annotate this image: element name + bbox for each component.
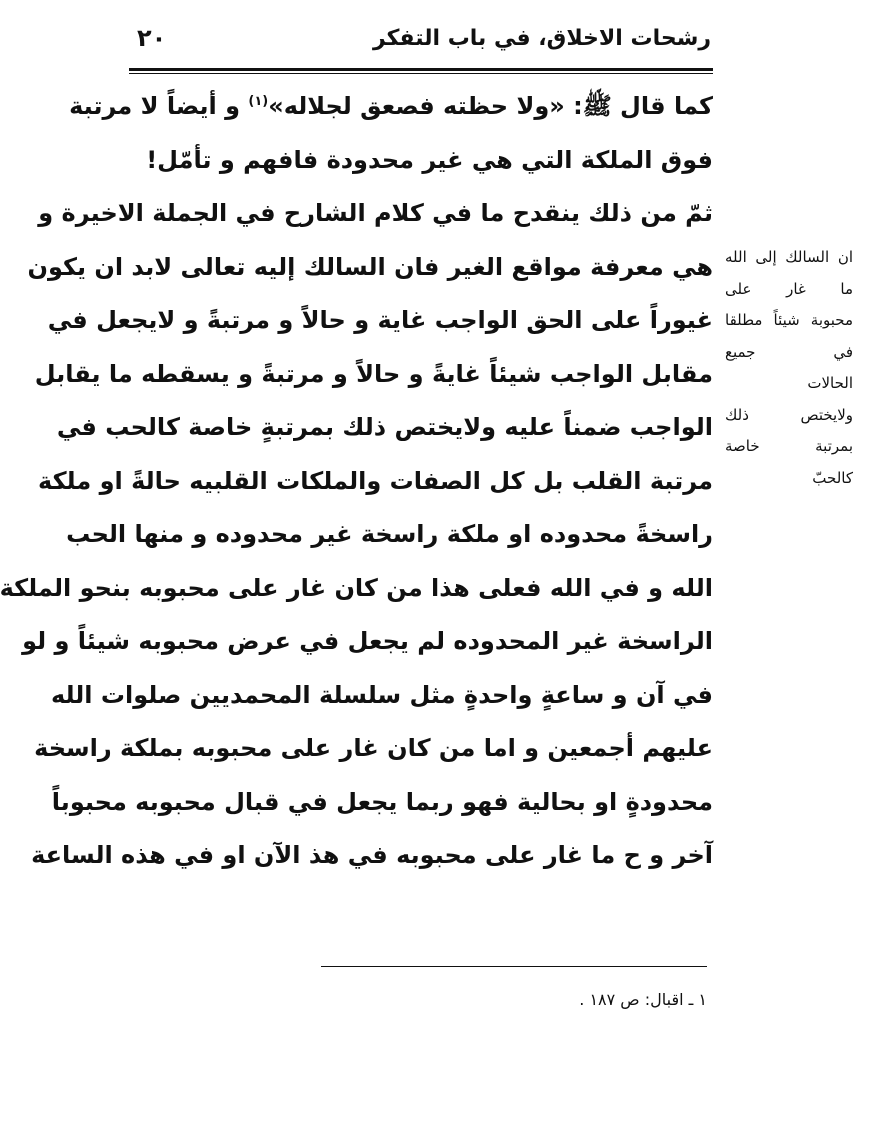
margin-note-line-3: محبوبة شيئاً مطلقا [725, 311, 853, 329]
margin-note-line-4: في جميع [725, 342, 853, 361]
text-line-11: الراسخة غير المحدوده لم يجعل في عرض محبوبه شيئاً و لو [22, 627, 713, 655]
text-line-1 [69, 80, 713, 134]
text-line-5: غيوراً على الحق الواجب غاية و حالاً و مرتبةً و لايجعل في [47, 306, 713, 334]
header-rule-thick [129, 68, 713, 71]
margin-note-line-7: بمرتبة خاصة [725, 437, 853, 455]
margin-note-line-5: الحالات [807, 374, 853, 392]
margin-note-line-8: كالحبّ [812, 468, 853, 487]
text-line-10: الله و في الله فعلى هذا من كان غار على محبوبه بنحو الملكة [0, 573, 713, 602]
running-title: رشحات الاخلاق، في باب التفكر [372, 26, 711, 51]
footnote-reference[interactable]: (١) [248, 94, 269, 109]
margin-note-line-6: ولايختص ذلك [725, 405, 853, 424]
text-line-8: مرتبة القلب بل كل الصفات والملكات القلبيه حالةً او ملكة [38, 466, 713, 495]
margin-note-line-2: ما غار على [725, 279, 853, 298]
text-line-12: في آن و ساعةٍ واحدةٍ مثل سلسلة المحمديين صلوات الله [50, 680, 713, 709]
text-line-2: فوق الملكة التي هي غير محدودة فافهم و تأمّل! [146, 145, 713, 174]
quote-text: كما قال ﷺ: «ولا حظته فصعق لجلاله» [268, 92, 713, 120]
line1-continuation: و أيضاً لا مرتبة [69, 92, 249, 120]
text-line-14: محدودةٍ او بحالية فهو ربما يجعل في قبال محبوبه محبوباً [51, 787, 713, 816]
text-line-4: هي معرفة مواقع الغير فان السالك إليه تعالى لابد ان يكون [27, 252, 713, 281]
text-line-6: مقابل الواجب شيئاً غايةً و حالاً و مرتبةً و يسقطه ما يقابل [34, 359, 713, 388]
text-line-13: عليهم أجمعين و اما من كان غار على محبوبه بملكة راسخة [34, 734, 713, 762]
footnote: ١ ـ اقبال: ص ١٨٧ . [579, 990, 707, 1009]
page-header [129, 22, 711, 62]
margin-note-line-1: ان السالك إلى الله [725, 248, 853, 266]
text-line-15: آخر و ح ما غار على محبوبه في هذ الآن او في هذه الساعة [31, 841, 713, 869]
header-rule-thin [129, 73, 713, 74]
main-text [0, 80, 713, 883]
text-line-7: الواجب ضمناً عليه ولايختص ذلك بمرتبةٍ خاصة كالحب في [56, 413, 713, 441]
text-line-3: ثمّ من ذلك ينقدح ما في كلام الشارح في الجملة الاخيرة و [38, 199, 713, 227]
footnote-separator [321, 966, 707, 967]
margin-note [725, 242, 853, 494]
text-line-9: راسخةً محدوده او ملكة راسخة غير محدوده و منها الحب [66, 520, 713, 548]
page-number: ٢٠ [137, 24, 167, 52]
